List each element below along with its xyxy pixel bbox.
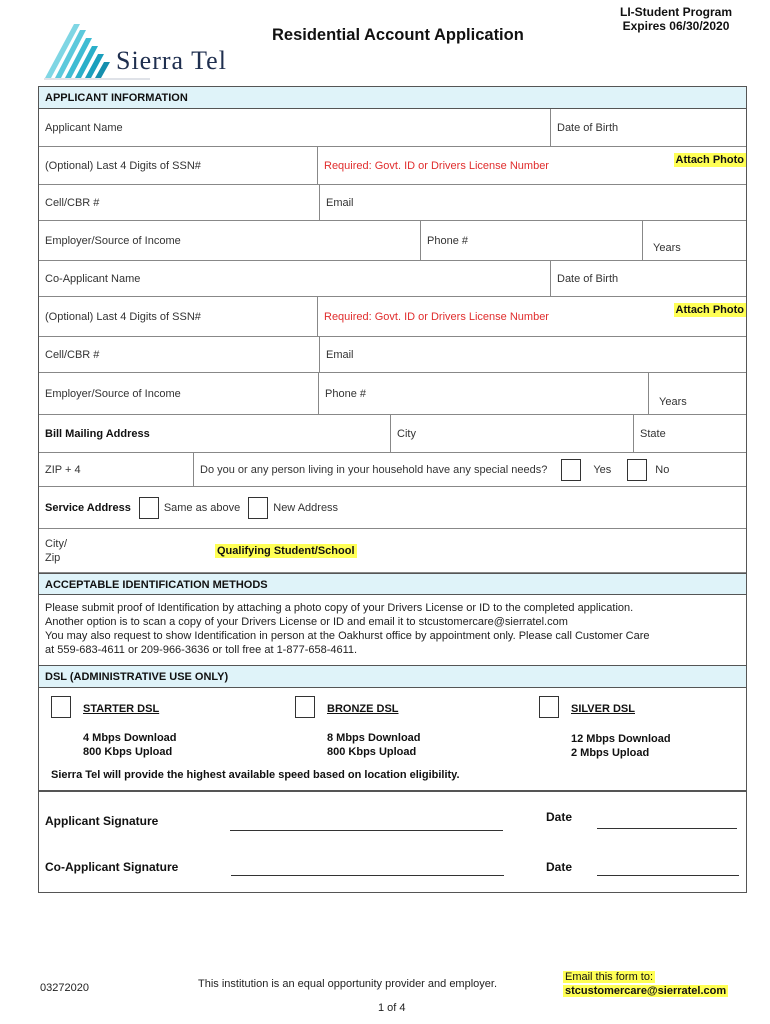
qualifying-student-label: Qualifying Student/School (217, 544, 355, 557)
bronze-dsl-download: 8 Mbps Download (327, 732, 421, 744)
co-applicant-phone-label: Phone # (325, 387, 366, 400)
same-as-above-label: Same as above (163, 501, 241, 514)
bronze-dsl-label: BRONZE DSL (327, 703, 399, 715)
email-prompt: Email this form to: (565, 971, 654, 983)
applicant-phone-field[interactable] (421, 221, 643, 260)
bill-address-field[interactable] (39, 415, 391, 452)
starter-dsl-checkbox[interactable] (51, 696, 71, 718)
dsl-eligibility-note: Sierra Tel will provide the highest available speed based on location eligibility. (51, 769, 460, 781)
co-applicant-dob-field[interactable] (551, 261, 746, 296)
applicant-cell-label: Cell/CBR # (45, 196, 100, 209)
program-name: LI-Student Program (619, 5, 732, 19)
applicant-ssn-label: (Optional) Last 4 Digits of SSN# (45, 159, 201, 172)
program-expiry: Expires 06/30/2020 (622, 19, 730, 33)
zip-label: ZIP + 4 (45, 463, 81, 476)
city-zip-label (45, 537, 215, 565)
new-address-label: New Address (273, 501, 339, 514)
applicant-email-label: Email (326, 196, 354, 209)
equal-opportunity-statement: This institution is an equal opportunity provider and employer. (198, 978, 498, 990)
same-as-above-checkbox[interactable] (139, 497, 159, 519)
co-applicant-email-field[interactable] (320, 337, 746, 372)
silver-dsl-speeds (571, 732, 671, 760)
applicant-dob-field[interactable] (551, 109, 746, 146)
co-applicant-employer-field[interactable] (39, 373, 319, 414)
starter-dsl-speeds (83, 731, 177, 759)
co-applicant-id-label: Required: Govt. ID or Drivers License Number (324, 310, 549, 323)
co-applicant-id-field[interactable] (318, 297, 746, 336)
applicant-date-line[interactable] (597, 828, 737, 829)
applicant-phone-label: Phone # (427, 234, 468, 247)
co-applicant-cell-field[interactable] (39, 337, 320, 372)
co-applicant-date-line[interactable] (597, 875, 739, 876)
applicant-name-label: Applicant Name (45, 121, 123, 134)
dsl-options (39, 688, 746, 792)
logo-text: Sierra Tel (116, 46, 227, 75)
co-applicant-dob-label: Date of Birth (557, 272, 619, 285)
zip-field[interactable] (39, 453, 194, 486)
page-title: Residential Account Application (272, 26, 524, 44)
silver-dsl-checkbox[interactable] (539, 696, 559, 718)
identification-line-3: You may also request to show Identification in person at the Oakhurst office by appointment only. Please call Customer Care (45, 630, 650, 642)
co-applicant-cell-label: Cell/CBR # (45, 348, 100, 361)
identification-section-header: ACCEPTABLE IDENTIFICATION METHODS (39, 573, 746, 595)
bill-city-label: City (397, 427, 416, 440)
zip-label-line: Zip (45, 551, 61, 564)
applicant-id-field[interactable] (318, 147, 746, 184)
silver-dsl-label: SILVER DSL (571, 703, 635, 715)
co-applicant-employer-row (39, 373, 746, 415)
applicant-ssn-row (39, 147, 746, 185)
special-needs-no-checkbox[interactable] (627, 459, 647, 481)
program-info (620, 5, 732, 33)
co-applicant-attach-photo: Attach Photo (675, 304, 744, 316)
application-form (38, 86, 747, 893)
bill-city-field[interactable] (391, 415, 634, 452)
applicant-cell-field[interactable] (39, 185, 320, 220)
co-applicant-ssn-field[interactable] (39, 297, 318, 336)
identification-line-4: at 559-683-4611 or 209-966-3636 or toll free at 1-877-658-4611. (45, 644, 358, 656)
co-applicant-date-label: Date (546, 860, 573, 874)
co-applicant-phone-field[interactable] (319, 373, 649, 414)
starter-dsl-upload: 800 Kbps Upload (83, 746, 173, 758)
applicant-dob-label: Date of Birth (557, 121, 619, 134)
bronze-dsl-speeds (327, 731, 421, 759)
special-needs-yes-checkbox[interactable] (561, 459, 581, 481)
applicant-attach-photo: Attach Photo (675, 154, 744, 166)
new-address-checkbox[interactable] (248, 497, 268, 519)
co-applicant-contact-row (39, 337, 746, 373)
co-applicant-ssn-label: (Optional) Last 4 Digits of SSN# (45, 310, 201, 323)
applicant-section-header: APPLICANT INFORMATION (39, 87, 746, 109)
applicant-ssn-field[interactable] (39, 147, 318, 184)
service-address-row (39, 487, 746, 529)
special-needs-question: Do you or any person living in your household have any special needs? (200, 463, 548, 476)
bronze-dsl-checkbox[interactable] (295, 696, 315, 718)
bill-address-row (39, 415, 746, 453)
co-applicant-ssn-row (39, 297, 746, 337)
applicant-name-field[interactable] (39, 109, 551, 146)
applicant-id-label: Required: Govt. ID or Drivers License Number (324, 159, 549, 172)
applicant-date-label: Date (546, 810, 573, 824)
co-applicant-email-label: Email (326, 348, 354, 361)
co-applicant-name-row (39, 261, 746, 297)
co-applicant-years-field[interactable] (649, 373, 746, 414)
special-needs-group (194, 453, 746, 486)
co-applicant-signature-label: Co-Applicant Signature (45, 860, 179, 874)
applicant-signature-label: Applicant Signature (45, 814, 159, 828)
identification-line-1: Please submit proof of Identification by attaching a photo copy of your Drivers License or ID to the completed application. (45, 602, 634, 614)
starter-dsl-label: STARTER DSL (83, 703, 160, 715)
co-applicant-employer-label: Employer/Source of Income (45, 387, 181, 400)
applicant-years-label: Years (653, 242, 681, 254)
city-zip-row (39, 529, 746, 573)
applicant-employer-row (39, 221, 746, 261)
applicant-name-row (39, 109, 746, 147)
co-applicant-years-label: Years (659, 396, 687, 408)
co-applicant-name-field[interactable] (39, 261, 551, 296)
city-zip-field[interactable] (39, 529, 746, 572)
co-applicant-name-label: Co-Applicant Name (45, 272, 141, 285)
starter-dsl-download: 4 Mbps Download (83, 732, 177, 744)
identification-instructions (39, 595, 746, 666)
bill-state-field[interactable] (634, 415, 746, 452)
identification-line-2: Another option is to scan a copy of your Drivers License or ID and email it to stcustomercare@sierratel.com (45, 616, 568, 628)
email-address-link[interactable]: stcustomercare@sierratel.com (565, 985, 727, 997)
zip-needs-row (39, 453, 746, 487)
page-number: 1 of 4 (378, 1002, 406, 1014)
service-address-label: Service Address (45, 501, 131, 514)
co-applicant-signature-line[interactable] (231, 875, 504, 876)
applicant-employer-field[interactable] (39, 221, 421, 260)
special-needs-no-label: No (655, 463, 670, 476)
bill-address-label: Bill Mailing Address (45, 427, 150, 440)
dsl-section-header: DSL (ADMINISTRATIVE USE ONLY) (39, 666, 746, 688)
silver-dsl-upload: 2 Mbps Upload (571, 747, 650, 759)
applicant-years-field[interactable] (643, 221, 746, 260)
signature-section (39, 792, 746, 892)
bronze-dsl-upload: 800 Kbps Upload (327, 746, 417, 758)
form-code: 03272020 (40, 982, 89, 994)
silver-dsl-download: 12 Mbps Download (571, 733, 671, 745)
applicant-contact-row (39, 185, 746, 221)
special-needs-yes-label: Yes (593, 463, 612, 476)
applicant-email-field[interactable] (320, 185, 746, 220)
bill-state-label: State (640, 427, 666, 440)
service-address-field (39, 487, 746, 528)
city-label-line: City/ (45, 537, 67, 550)
email-instructions (563, 970, 728, 998)
applicant-employer-label: Employer/Source of Income (45, 234, 181, 247)
applicant-signature-line[interactable] (230, 830, 503, 831)
